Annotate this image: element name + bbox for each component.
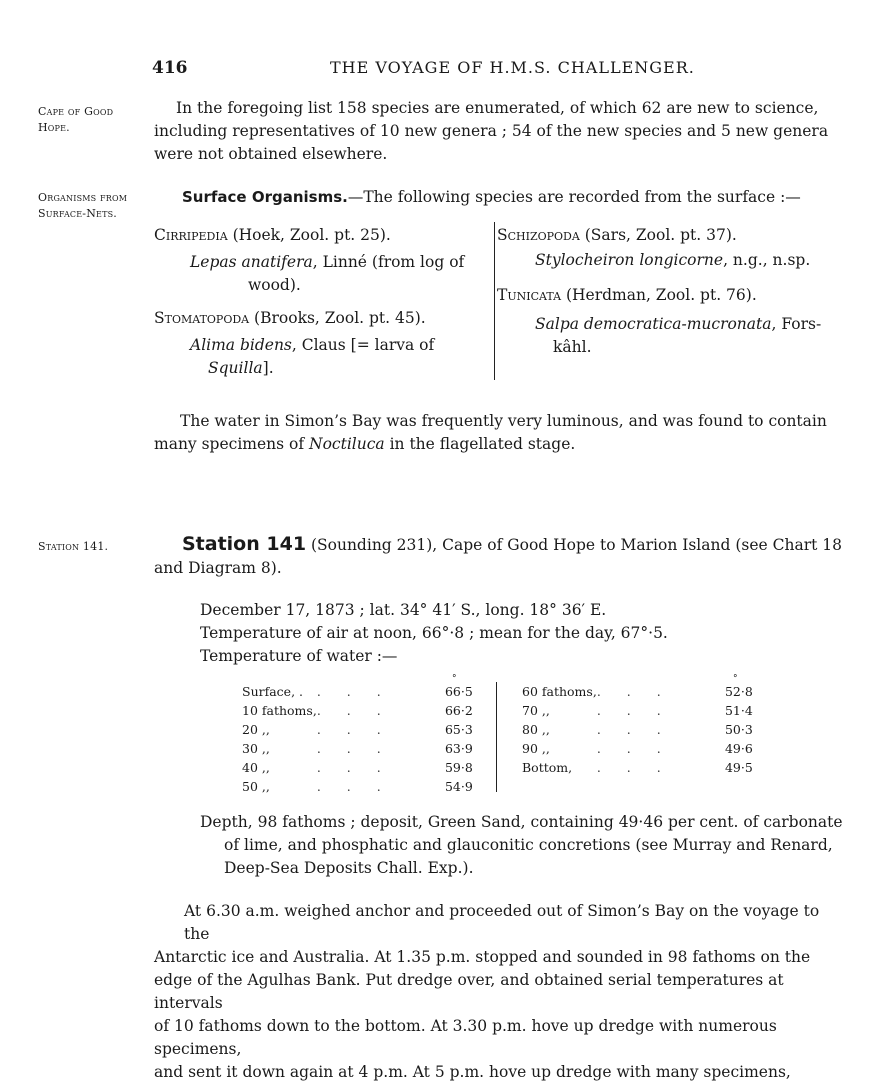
leader-dots: ... — [596, 741, 687, 756]
species-line — [154, 251, 490, 274]
temp-cell: 65·3 — [444, 722, 473, 737]
intro-line: were not obtained elsewhere. — [154, 145, 388, 163]
temps-table-left — [242, 682, 473, 796]
temp-cell: 63·9 — [444, 741, 473, 756]
running-title: THE VOYAGE OF H.M.S. CHALLENGER. — [330, 58, 695, 77]
surface-left-column — [154, 224, 490, 380]
leader-dots: ... — [596, 760, 687, 775]
species-name: Alima bidens — [190, 336, 292, 354]
temps-table — [242, 682, 473, 796]
leader-dots: ... — [316, 703, 407, 718]
temp-row — [522, 701, 753, 720]
species-line — [497, 249, 842, 272]
species-line — [154, 334, 490, 357]
species-line-cont: wood). — [248, 276, 301, 294]
sidenote-organisms — [38, 190, 127, 222]
species-author: , n.g., n.sp. — [723, 251, 811, 269]
narrative-line: At 6.30 a.m. weighed anchor and proceeded out of Simon’s Bay on the voyage to the — [184, 902, 820, 943]
degree-mark: ° — [733, 674, 738, 684]
degree-mark: ° — [452, 674, 457, 684]
station-title: Station 141 — [182, 533, 307, 555]
date-line: December 17, 1873 ; lat. 34° 41′ S., long. 18° 36′ E. — [200, 601, 607, 619]
sidenote-line: Organisms from — [38, 191, 128, 204]
depth-cell: 70 ,, — [522, 703, 550, 718]
temp-cell: 50·3 — [724, 722, 753, 737]
narrative-line: Antarctic ice and Australia. At 1.35 p.m. stopped and sounded in 98 fathoms on the — [154, 948, 811, 966]
water-text: many specimens of — [154, 435, 310, 453]
temp-row — [522, 758, 753, 777]
station-title-line2: and Diagram 8). — [154, 559, 282, 577]
water-line: The water in Simon’s Bay was frequently very luminous, and was found to contain — [180, 412, 827, 430]
temp-row — [242, 739, 473, 758]
station-heading — [154, 533, 844, 580]
station-details — [200, 599, 840, 668]
narrative-line: of 10 fathoms down to the bottom. At 3.30 p.m. hove up dredge with numerous specimens, — [154, 1017, 777, 1058]
depth-paragraph — [200, 811, 845, 880]
intro-paragraph — [154, 97, 844, 166]
depth-line: Depth, 98 fathoms ; deposit, Green Sand, containing 49·46 per cent. of carbonate — [200, 813, 843, 831]
depth-cell: 30 ,, — [242, 741, 270, 756]
narrative-paragraph — [154, 900, 844, 1084]
intro-line: In the foregoing list 158 species are enumerated, of which 62 are new to science, — [176, 99, 819, 117]
temp-cell: 52·8 — [724, 684, 753, 699]
species-author: , Fors- — [771, 315, 822, 333]
water-line — [154, 433, 844, 456]
temp-cell: 66·2 — [444, 703, 473, 718]
depth-cell: 50 ,, — [242, 779, 270, 794]
leader-dots: ... — [596, 722, 687, 737]
schizopoda-entry — [497, 224, 842, 247]
station-title-line — [154, 533, 844, 557]
temp-cell: 51·4 — [724, 703, 753, 718]
tunicata-entry — [497, 284, 842, 307]
surface-heading: Surface Organisms. — [182, 188, 348, 206]
species-name: Lepas anatifera — [190, 253, 313, 271]
species-line — [497, 313, 842, 336]
temp-cell: 49·5 — [724, 760, 753, 775]
leader-dots: ... — [316, 722, 407, 737]
species-line-cont — [154, 357, 490, 380]
group-name: Stomatopoda — [154, 309, 250, 327]
depth-cell: 40 ,, — [242, 760, 270, 775]
air-temp-line: Temperature of air at noon, 66°·8 ; mean for the day, 67°·5. — [200, 624, 668, 642]
temp-cell: 66·5 — [444, 684, 473, 699]
depth-line: of lime, and phosphatic and glauconitic concretions (see Murray and Renard, — [224, 836, 833, 854]
temp-row — [242, 720, 473, 739]
group-name: Tunicata — [497, 286, 562, 304]
sidenote-line: Hope. — [38, 121, 70, 134]
genus-name: Squilla — [208, 359, 263, 377]
narrative-line: and sent it down again at 4 p.m. At 5 p.m. hove up dredge with many specimens, — [154, 1063, 791, 1081]
station-title-rest: (Sounding 231), Cape of Good Hope to Marion Island (see Chart 18 — [306, 536, 842, 554]
group-ref: (Herdman, Zool. pt. 76). — [561, 286, 757, 304]
stomatopoda-entry — [154, 307, 490, 330]
species-author: , Claus [= larva of — [291, 336, 435, 354]
column-divider — [494, 222, 495, 380]
sidenote-line: Surface-Nets. — [38, 207, 117, 220]
leader-dots: ... — [316, 760, 407, 775]
temp-cell: 59·8 — [444, 760, 473, 775]
temps-table-right — [522, 682, 753, 777]
depth-cell: 10 fathoms, — [242, 703, 317, 718]
temp-row — [522, 720, 753, 739]
temp-row — [242, 682, 473, 701]
water-paragraph — [154, 410, 844, 456]
surface-heading-rest: —The following species are recorded from the surface :— — [347, 188, 801, 206]
species-line-cont: kâhl. — [553, 338, 592, 356]
surface-heading-line — [182, 186, 801, 209]
group-ref: (Hoek, Zool. pt. 25). — [227, 226, 391, 244]
water-text: in the flagellated stage. — [384, 435, 576, 453]
cirripedia-entry — [154, 224, 490, 247]
temp-row — [522, 682, 753, 701]
group-ref: (Brooks, Zool. pt. 45). — [249, 309, 426, 327]
group-name: Cirripedia — [154, 226, 228, 244]
species-author: , Linné (from log of — [312, 253, 465, 271]
genus-name: Noctiluca — [309, 435, 385, 453]
leader-dots: ... — [316, 684, 407, 699]
temp-row — [522, 739, 753, 758]
temp-row — [242, 701, 473, 720]
depth-cell: Bottom, — [522, 760, 573, 775]
temp-row — [242, 777, 473, 796]
page-number: 416 — [152, 58, 188, 78]
depth-cell: 90 ,, — [522, 741, 550, 756]
leader-dots: ... — [316, 741, 407, 756]
group-ref: (Sars, Zool. pt. 37). — [579, 226, 737, 244]
depth-cell: 60 fathoms, — [522, 684, 597, 699]
narrative-line: edge of the Agulhas Bank. Put dredge over, and obtained serial temperatures at intervals — [154, 971, 784, 1012]
temp-cell: 49·6 — [724, 741, 753, 756]
depth-cell: Surface, . — [242, 684, 303, 699]
leader-dots: ... — [596, 703, 687, 718]
bracket-close: ]. — [262, 359, 274, 377]
surface-right-column — [497, 224, 842, 359]
leader-dots: ... — [316, 779, 407, 794]
depth-cell: 80 ,, — [522, 722, 550, 737]
group-name: Schizopoda — [497, 226, 580, 244]
temps-table — [522, 682, 753, 777]
water-temp-label: Temperature of water :— — [200, 647, 398, 665]
temp-cell: 54·9 — [444, 779, 473, 794]
depth-line: Deep-Sea Deposits Chall. Exp.). — [224, 859, 474, 877]
table-divider — [496, 682, 497, 792]
leader-dots: ... — [596, 684, 687, 699]
sidenote-cape — [38, 104, 113, 136]
species-name: Salpa democratica-mucronata — [535, 315, 772, 333]
intro-line: including representatives of 10 new genera ; 54 of the new species and 5 new genera — [154, 122, 829, 140]
sidenote-station: Station 141. — [38, 540, 109, 553]
depth-cell: 20 ,, — [242, 722, 270, 737]
temp-row — [242, 758, 473, 777]
species-name: Stylocheiron longicorne — [535, 251, 724, 269]
sidenote-line: Cape of Good — [38, 105, 114, 118]
